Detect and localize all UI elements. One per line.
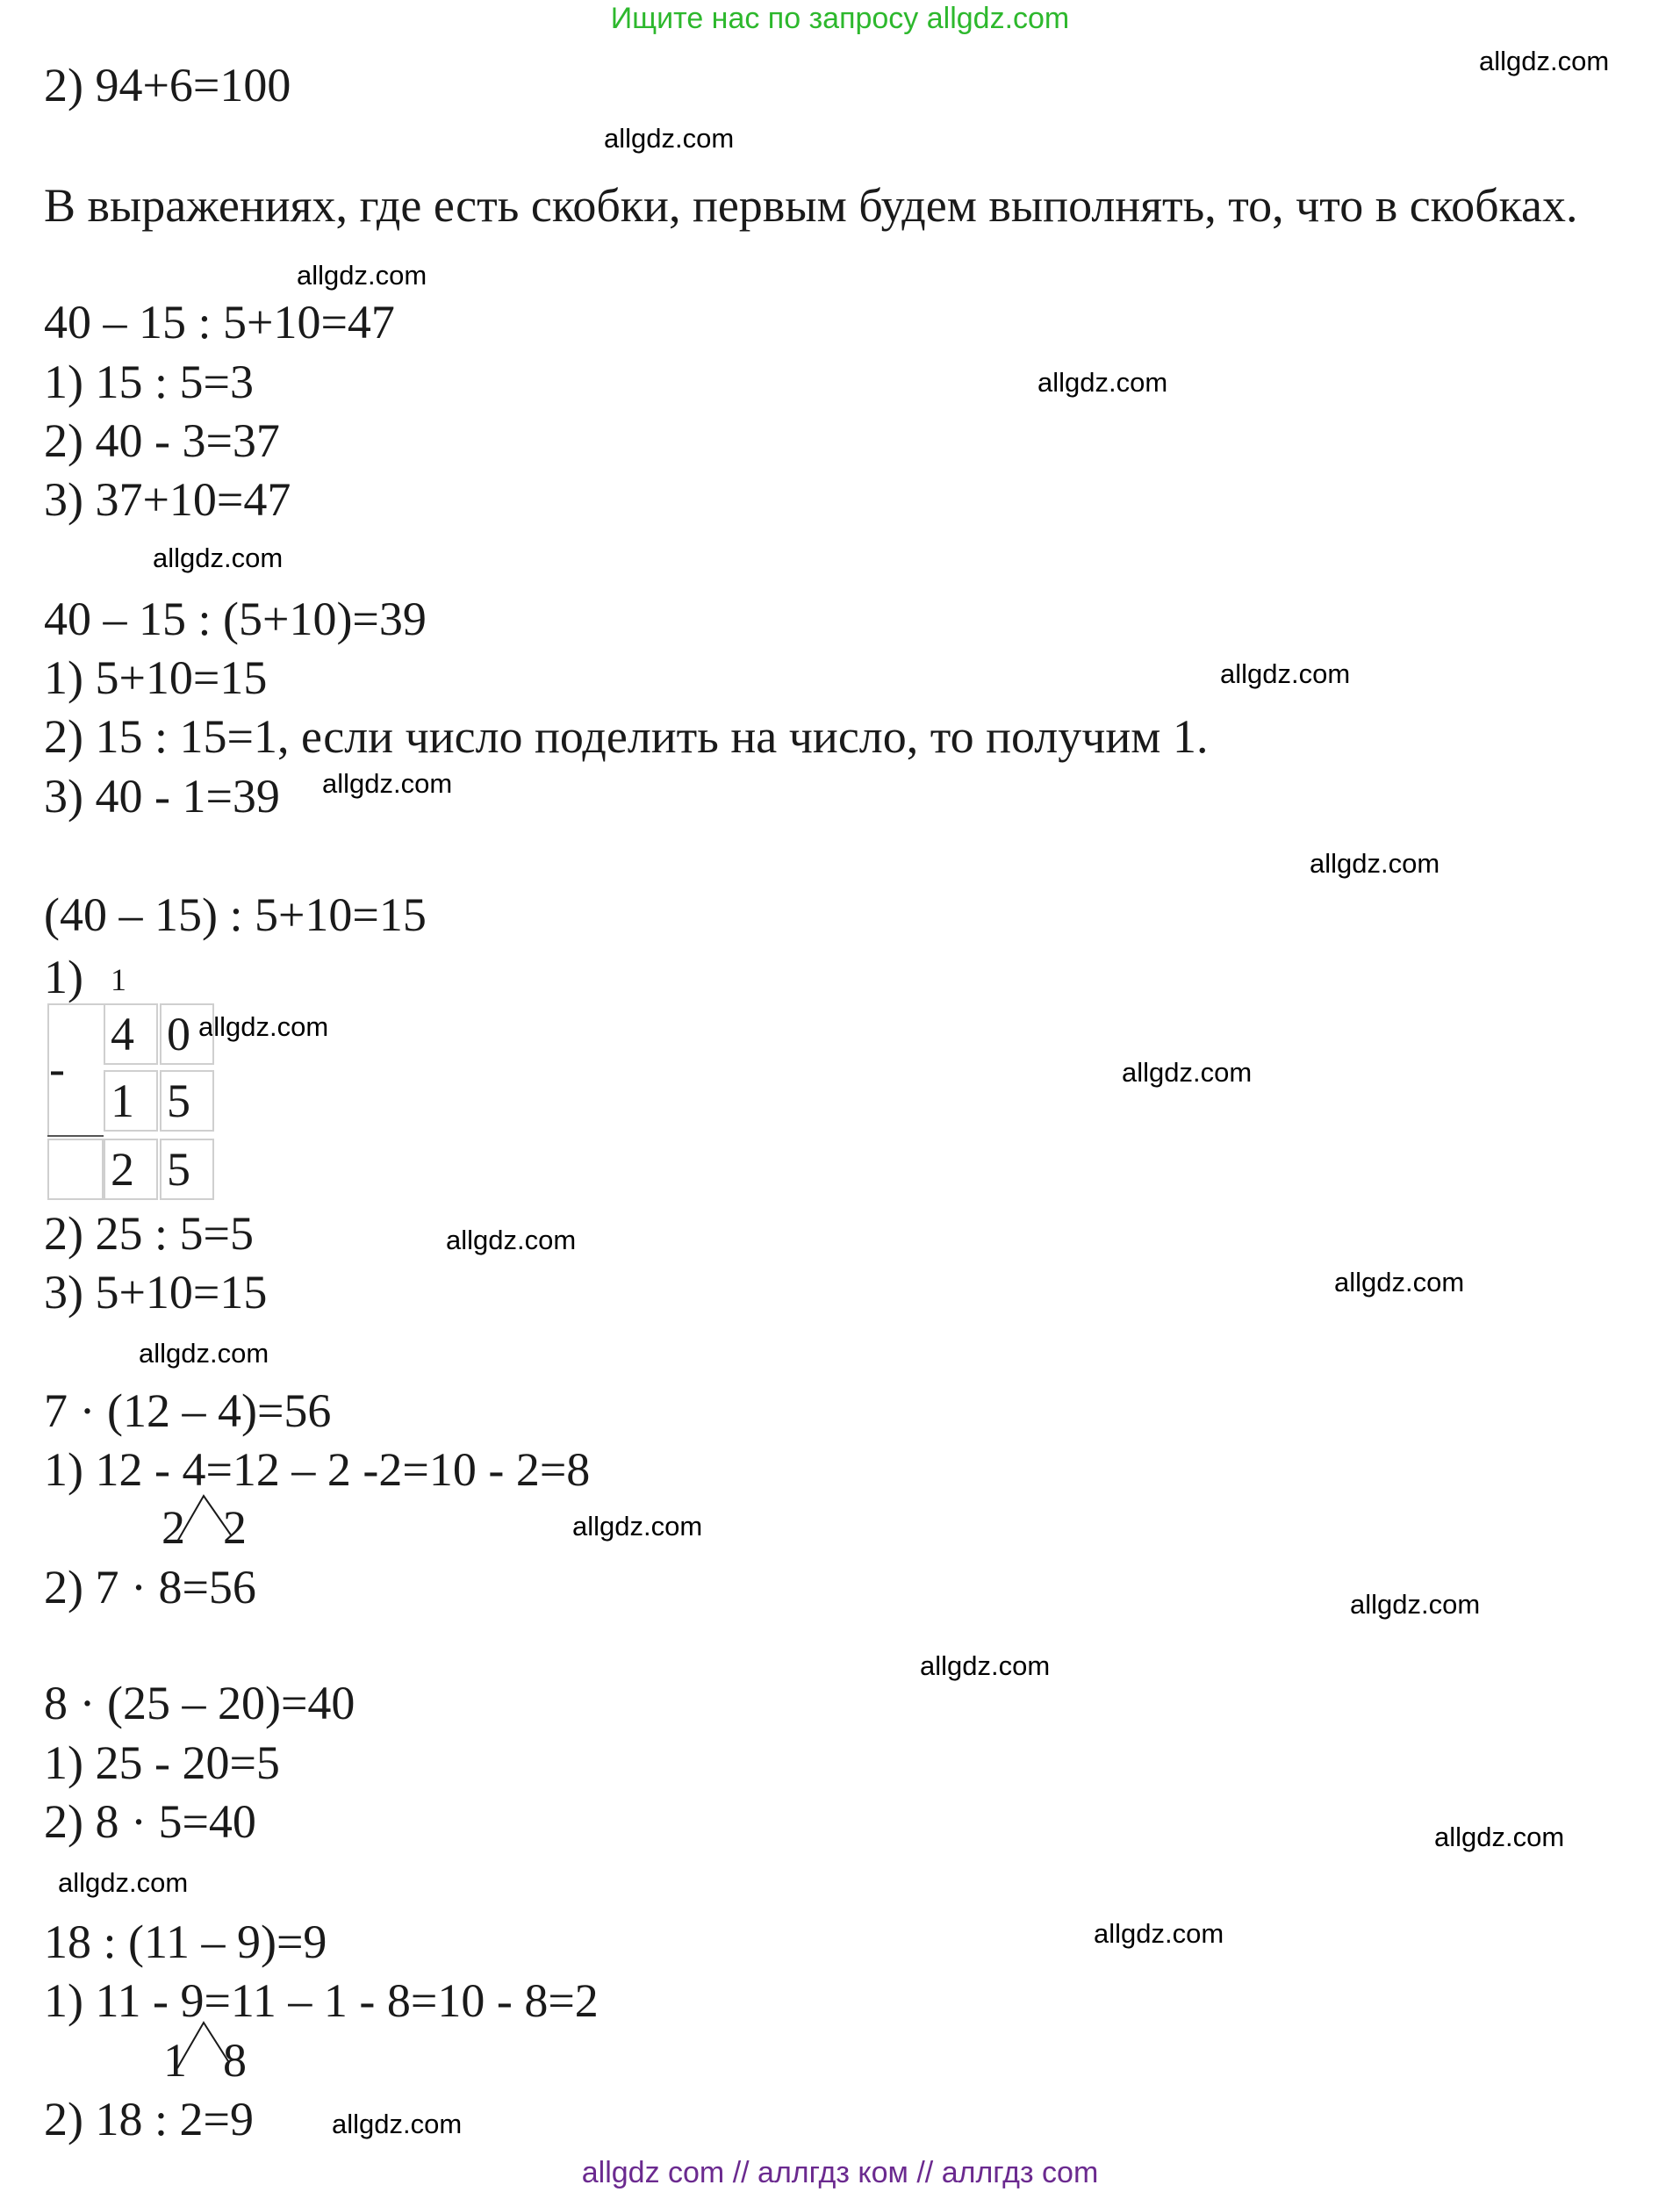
column-rule	[47, 1135, 104, 1137]
watermark: allgdz.com	[604, 123, 735, 154]
step-line: 1)	[44, 951, 83, 1003]
step-line: 1) 15 : 5=3	[44, 356, 254, 408]
watermark: allgdz.com	[332, 2109, 463, 2139]
step-line: 1) 5+10=15	[44, 651, 268, 704]
step-line: 1) 12 - 4=12 – 2 -2=10 - 2=8	[44, 1443, 591, 1496]
watermark: allgdz.com	[198, 1011, 329, 1042]
column-cell: 0	[160, 1003, 214, 1065]
watermark: allgdz.com	[1037, 367, 1168, 398]
watermark: allgdz.com	[139, 1338, 269, 1369]
column-cell: 5	[160, 1139, 214, 1200]
expression: 40 – 15 : 5+10=47	[44, 296, 395, 349]
split-part: 8	[223, 2034, 247, 2087]
expression: 18 : (11 – 9)=9	[44, 1915, 327, 1968]
watermark: allgdz.com	[297, 260, 427, 291]
split-part: 2	[162, 1501, 185, 1554]
column-cell: 2	[104, 1139, 158, 1200]
column-cell	[47, 1139, 104, 1200]
footer-links[interactable]: allgdz com // аллгдз ком // аллгдз com	[581, 2156, 1099, 2189]
watermark: allgdz.com	[1479, 46, 1610, 76]
carry-digit: 1	[111, 962, 126, 997]
watermark: allgdz.com	[153, 543, 284, 573]
step-line: 2) 25 : 5=5	[44, 1207, 254, 1260]
minus-sign: -	[49, 1042, 65, 1095]
search-banner[interactable]: Ищите нас по запросу allgdz.com	[610, 2, 1070, 35]
step-line: 3) 37+10=47	[44, 473, 291, 526]
split-part: 1	[163, 2034, 187, 2087]
column-cell: 1	[104, 1070, 158, 1132]
watermark: allgdz.com	[58, 1867, 189, 1898]
watermark: allgdz.com	[1350, 1589, 1481, 1620]
step-line: 3) 5+10=15	[44, 1266, 268, 1319]
step-line: 2) 40 - 3=37	[44, 414, 280, 467]
watermark: allgdz.com	[1122, 1057, 1253, 1088]
watermark: allgdz.com	[1434, 1822, 1565, 1852]
expression: 7 · (12 – 4)=56	[44, 1384, 332, 1437]
watermark: allgdz.com	[322, 768, 453, 799]
step-line: 2) 8 · 5=40	[44, 1795, 256, 1848]
expression: (40 – 15) : 5+10=15	[44, 888, 427, 941]
step-line: 3) 40 - 1=39	[44, 770, 280, 823]
step-line: 1) 11 - 9=11 – 1 - 8=10 - 8=2	[44, 1974, 599, 2027]
step-line: 2) 15 : 15=1, если число поделить на число, то получим 1.	[44, 710, 1209, 763]
column-cell: 5	[160, 1070, 214, 1132]
column-cell: 4	[104, 1003, 158, 1065]
watermark: allgdz.com	[1220, 658, 1351, 689]
step-line: 1) 25 - 20=5	[44, 1736, 280, 1789]
watermark: allgdz.com	[1334, 1267, 1465, 1297]
step-line: 2) 18 : 2=9	[44, 2093, 254, 2145]
step-line: 2) 94+6=100	[44, 59, 291, 111]
watermark: allgdz.com	[572, 1511, 703, 1542]
watermark: allgdz.com	[446, 1225, 577, 1255]
intro-paragraph: В выражениях, где есть скобки, первым будем выполнять, то, что в скобках.	[44, 179, 1578, 232]
watermark: allgdz.com	[1310, 848, 1440, 879]
expression: 40 – 15 : (5+10)=39	[44, 593, 427, 645]
expression: 8 · (25 – 20)=40	[44, 1677, 355, 1729]
watermark: allgdz.com	[920, 1650, 1051, 1681]
split-part: 2	[223, 1501, 247, 1554]
step-line: 2) 7 · 8=56	[44, 1561, 256, 1613]
watermark: allgdz.com	[1094, 1918, 1224, 1949]
